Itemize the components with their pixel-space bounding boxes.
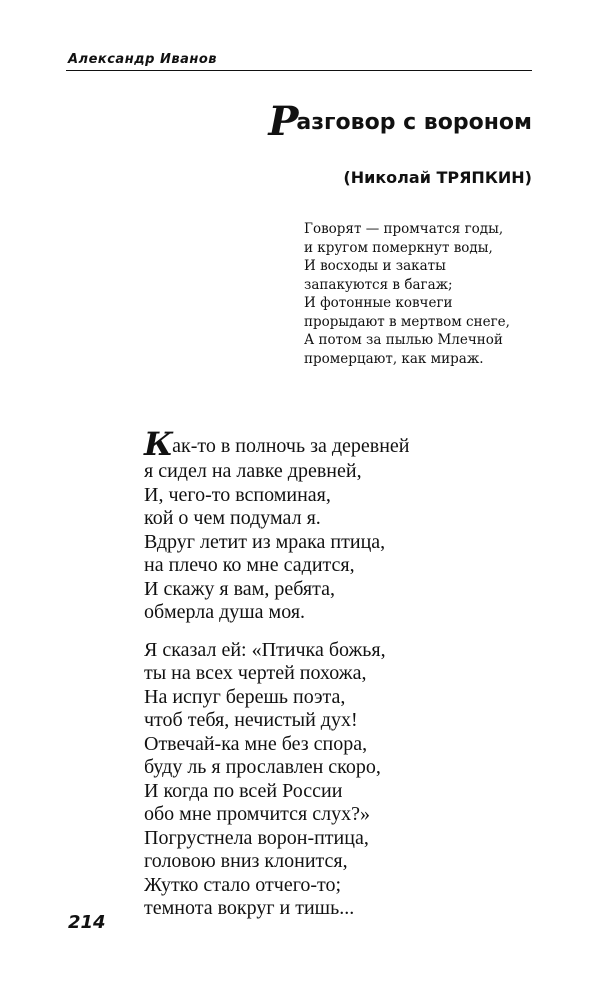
dedication: (Николай ТРЯПКИН) xyxy=(343,168,532,187)
title-dropcap: Р xyxy=(268,98,299,145)
epigraph-line: прорыдают в мертвом снеге, xyxy=(304,313,510,330)
poem-line: Отвечай-ка мне без спора, xyxy=(144,732,368,755)
poem-dropcap: К xyxy=(144,425,174,463)
poem-first-line-text: ак-то в полночь за деревней xyxy=(172,435,410,457)
poem-line: И, чего-то вспоминая, xyxy=(144,483,331,506)
epigraph xyxy=(304,220,544,368)
poem-line: чтоб тебя, нечистый дух! xyxy=(144,709,358,731)
poem-body xyxy=(144,425,544,921)
epigraph-line: И фотонные ковчеги xyxy=(304,295,453,311)
poem-line: темнота вокруг и тишь... xyxy=(144,897,355,919)
poem-line: я сидел на лавке древней, xyxy=(144,460,362,482)
poem-line: Погрустнела ворон-птица, xyxy=(144,826,369,849)
epigraph-line: И восходы и закаты xyxy=(304,258,446,274)
poem-title xyxy=(268,98,532,145)
poem-line: На испуг берешь поэта, xyxy=(144,685,346,708)
poem-line: И скажу я вам, ребята, xyxy=(144,577,335,600)
epigraph-line: промерцают, как мираж. xyxy=(304,350,484,367)
poem-line: на плечо ко мне садится, xyxy=(144,554,355,576)
poem-line: Жутко стало отчего-то; xyxy=(144,873,342,896)
running-head-author: Александр Иванов xyxy=(68,52,218,67)
poem-line: Я сказал ей: «Птичка божья, xyxy=(144,638,386,661)
poem-line: головою вниз клонится, xyxy=(144,850,348,872)
epigraph-line: Говорят — промчатся годы, xyxy=(304,221,504,237)
header-rule xyxy=(66,70,532,71)
poem-line: кой о чем подумал я. xyxy=(144,507,321,529)
title-text: азговор с вороном xyxy=(296,110,532,135)
poem-line: ты на всех чертей похожа, xyxy=(144,662,367,684)
stanza-break xyxy=(144,625,544,639)
page-number: 214 xyxy=(68,912,106,933)
poem-line: Вдруг летит из мрака птица, xyxy=(144,530,386,553)
poem-line: буду ль я прославлен скоро, xyxy=(144,756,381,778)
poem-first-line xyxy=(144,425,544,463)
poem-line: обо мне промчится слух?» xyxy=(144,803,370,825)
poem-line: И когда по всей России xyxy=(144,779,343,802)
epigraph-line: и кругом померкнут воды, xyxy=(304,239,493,256)
poem-line: обмерла душа моя. xyxy=(144,601,306,623)
epigraph-line: А потом за пылью Млечной xyxy=(304,332,503,348)
epigraph-line: запакуются в багаж; xyxy=(304,276,453,293)
